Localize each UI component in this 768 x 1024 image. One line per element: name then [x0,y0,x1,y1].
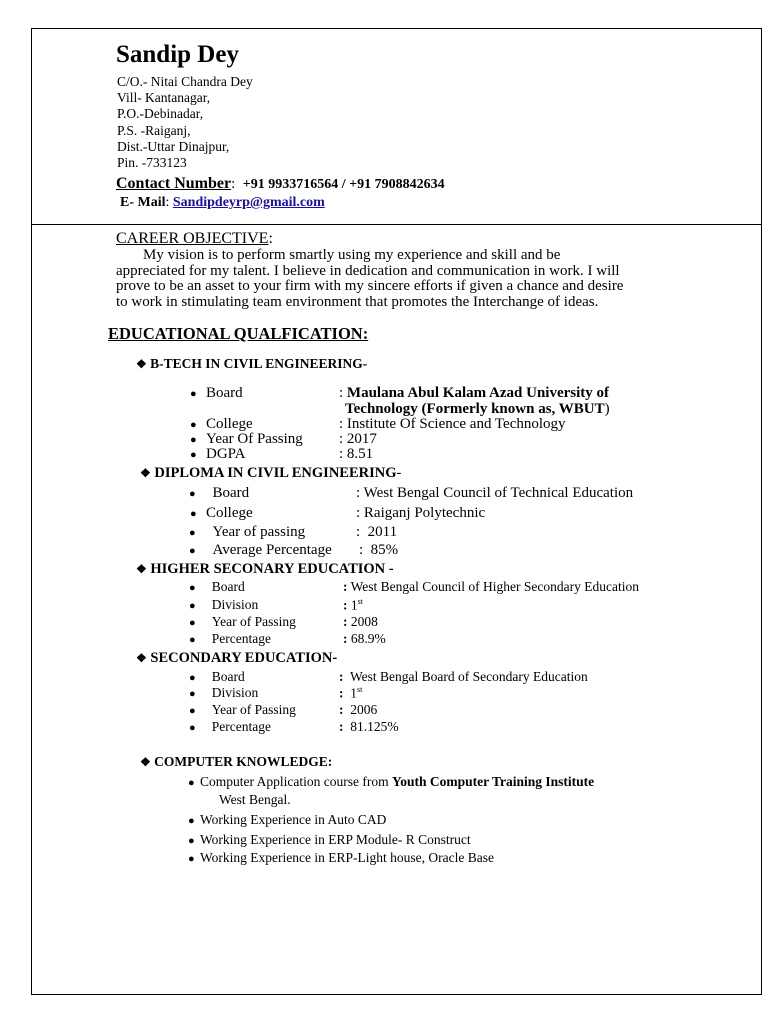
objective-line: My vision is to perform smartly using my experience and skill and be [143,247,561,263]
bullet-icon: ● [190,434,197,446]
career-objective-text [116,248,623,310]
address-line: C/O.- Nitai Chandra Dey [117,74,253,89]
header-divider [31,224,762,225]
bullet-icon: ● [188,853,195,865]
hs-year-value: : 2008 [343,614,378,629]
objective-line: prove to be an asset to your firm with my sincere efforts if given a chance and desire [116,278,624,294]
email-separator: : [165,195,170,210]
computer-title: COMPUTER KNOWLEDGE: [154,754,333,769]
hs-year-label: ● Year of Passing [189,614,296,629]
bullet-icon: ● [190,419,197,431]
btech-college-value: : Institute Of Science and Technology [339,416,566,432]
address-line: Dist.-Uttar Dinajpur, [117,138,230,154]
career-objective-colon: : [268,230,273,247]
bullet-icon: ● [189,527,196,539]
btech-year-value: : 2017 [339,431,377,447]
hs-pct-label: ● Percentage [189,631,271,646]
bullet-icon: ● [189,545,196,557]
bullet-icon: ● [189,688,196,700]
objective-line: to work in stimulating team environment that promotes the Interchange of ideas. [116,293,599,310]
diamond-bullet-icon: ❖ [136,562,147,576]
contact-separator: : [231,176,236,192]
btech-college-label: ● College [190,416,253,432]
contact-label: Contact Number [116,175,232,192]
address-line: Pin. -733123 [117,155,187,171]
diploma-college-label: ● College [190,505,253,521]
secondary-pct-value: : 81.125% [339,719,399,734]
computer-item-1: ● Computer Application course from Youth Computer Training Institute [188,774,595,789]
contact-number-row [116,175,445,193]
diploma-avg-label: ● Average Percentage [189,542,332,558]
address-line: P.S. -Raiganj, [117,122,191,138]
email-link[interactable]: Sandipdeyrp@gmail.com [172,195,325,210]
secondary-year-label: ● Year of Passing [189,702,296,717]
bullet-icon: ● [190,388,197,400]
secondary-heading [136,650,337,667]
diamond-bullet-icon: ❖ [140,755,151,769]
diploma-title: DIPLOMA IN CIVIL ENGINEERING [154,465,397,481]
bullet-icon: ● [189,617,196,629]
secondary-board-value: : West Bengal Board of Secondary Education [339,669,588,684]
bullet-icon: ● [189,634,196,646]
hs-pct-value: : 68.9% [343,631,386,646]
bullet-icon: ● [189,722,196,734]
diploma-year-label: ● Year of passing [189,524,306,540]
address-line: P.O.-Debinadar, [117,106,204,122]
btech-dgpa-value: : 8.51 [339,446,374,462]
btech-board-value-cont: Technology (Formerly known as, WBUT) [345,401,610,417]
secondary-title: SECONDARY EDUCATION- [150,650,338,666]
secondary-division-label: ● Division [189,685,259,700]
address-line: Vill- Kantanagar, [117,90,211,106]
btech-board-label: ● Board [190,385,243,401]
hs-division-value: : 1st [343,597,363,613]
bullet-icon: ● [189,488,196,500]
bullet-icon: ● [189,582,196,594]
bullet-icon: ● [189,705,196,717]
computer-heading [140,754,332,770]
btech-heading [136,356,367,372]
computer-item-2: ● Working Experience in Auto CAD [188,812,387,827]
secondary-year-value: : 2006 [339,702,378,717]
bullet-icon: ● [188,777,195,789]
objective-line: appreciated for my talent. I believe in dedication and communication in work. I will [116,262,620,279]
email-row [120,195,325,211]
hs-board-label: ● Board [189,579,245,594]
btech-dgpa-label: ● DGPA [190,446,246,462]
diploma-board-label: ● Board [189,485,250,501]
diploma-year-value: : 2011 [356,524,398,540]
computer-item-3: ● Working Experience in ERP Module- R Construct [188,832,471,847]
diploma-college-value: : Raiganj Polytechnic [356,505,486,521]
computer-item-4: ● Working Experience in ERP-Light house, Oracle Base [188,850,494,865]
hs-title: HIGHER SECONARY EDUCATION - [150,561,394,577]
bullet-icon: ● [190,508,197,520]
secondary-division-value: : 1st [339,685,363,701]
education-heading: EDUCATIONAL QUALFICATION: [108,324,369,343]
address-block [117,74,253,171]
diploma-board-value: : West Bengal Council of Technical Education [356,485,634,501]
hs-board-value: : West Bengal Council of Higher Secondary Education [343,579,639,594]
diamond-bullet-icon: ❖ [136,357,147,371]
hs-division-label: ● Division [189,597,259,612]
bullet-icon: ● [190,449,197,461]
candidate-name: Sandip Dey [116,41,239,68]
contact-value: +91 9933716564 / +91 7908842634 [242,177,445,192]
career-objective-heading [116,230,273,248]
diamond-bullet-icon: ❖ [140,466,151,480]
bullet-icon: ● [188,835,195,847]
bullet-icon: ● [188,815,195,827]
diamond-bullet-icon: ❖ [136,651,147,665]
computer-item-1-cont: West Bengal. [219,792,291,807]
diploma-heading: ❖ DIPLOMA IN CIVIL ENGINEERING- [140,465,402,481]
bullet-icon: ● [189,672,196,684]
diploma-avg-value: : 85% [359,542,399,558]
bullet-icon: ● [189,600,196,612]
btech-board-value: : Maulana Abul Kalam Azad University of [339,385,610,401]
btech-title: B-TECH IN CIVIL ENGINEERING- [150,356,368,371]
btech-year-label: ● Year Of Passing [190,431,303,447]
email-label: E- Mail [120,195,166,210]
secondary-board-label: ● Board [189,669,245,684]
career-objective-title: CAREER OBJECTIVE [116,230,269,247]
hs-heading [136,561,394,578]
secondary-pct-label: ● Percentage [189,719,271,734]
